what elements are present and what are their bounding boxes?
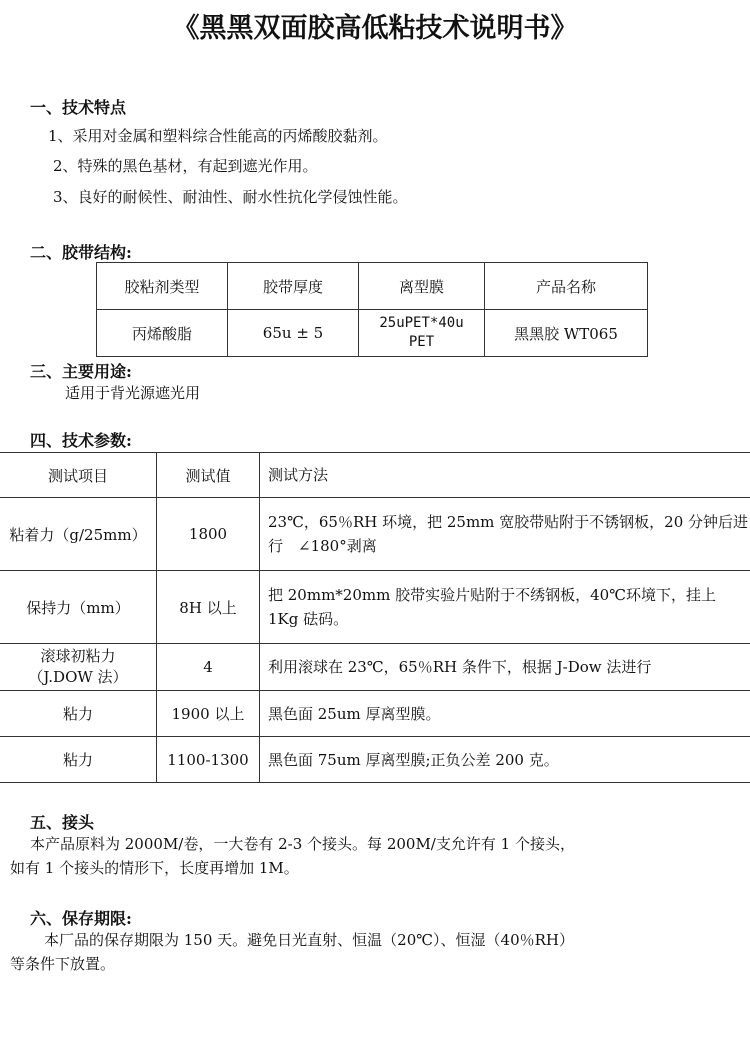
table-cell: 黑黑胶 WT065 — [485, 310, 648, 357]
table-cell: 8H 以上 — [157, 571, 260, 644]
table-row — [0, 644, 750, 691]
table-header-cell: 胶带厚度 — [228, 263, 359, 310]
table-header-row — [97, 263, 648, 310]
table-cell: 丙烯酸脂 — [97, 310, 228, 357]
table-row — [0, 691, 750, 737]
storage-text-line: 等条件下放置。 — [10, 955, 116, 973]
table-cell: 滚球初粘力 （J.DOW 法） — [0, 644, 157, 691]
section-5-heading: 五、接头 — [30, 813, 95, 832]
table-row — [0, 737, 750, 783]
table-header-cell: 测试值 — [157, 453, 260, 498]
section-1-heading: 一、技术特点 — [30, 98, 127, 117]
table-header-cell: 离型膜 — [359, 263, 485, 310]
page-title: 《黑黑双面胶高低粘技术说明书》 — [172, 13, 578, 44]
feature-item: 1、采用对金属和塑料综合性能高的丙烯酸胶黏剂。 — [48, 127, 388, 145]
table-cell: 把 20mm*20mm 胶带实验片贴附于不绣钢板，40℃环境下，挂上 1Kg 砝码。 — [260, 571, 750, 644]
section-3-heading: 三、主要用途: — [30, 362, 132, 381]
table-cell: 1800 — [157, 498, 260, 571]
joint-text-line: 本产品原料为 2000M/卷，一大卷有 2-3 个接头。每 200M/支允许有 1 个接头， — [30, 835, 575, 853]
table-cell: 4 — [157, 644, 260, 691]
table-cell: 黑色面 75um 厚离型膜;正负公差 200 克。 — [260, 737, 750, 783]
usage-text: 适用于背光源遮光用 — [65, 384, 201, 402]
table-cell: 25uPET*40u PET — [359, 310, 485, 357]
table-header-cell: 测试项目 — [0, 453, 157, 498]
section-2-heading: 二、胶带结构: — [30, 243, 132, 262]
table-cell: 利用滚球在 23℃，65％RH 条件下，根据 J-Dow 法进行 — [260, 644, 750, 691]
joint-text-line: 如有 1 个接头的情形下，长度再增加 1M。 — [10, 859, 299, 877]
table-row — [0, 571, 750, 644]
feature-item: 3、良好的耐候性、耐油性、耐水性抗化学侵蚀性能。 — [53, 188, 408, 206]
table-cell: 65u ± 5 — [228, 310, 359, 357]
table-cell: 保持力（mm） — [0, 571, 157, 644]
table-header-cell: 产品名称 — [485, 263, 648, 310]
table-cell: 1100-1300 — [157, 737, 260, 783]
section-6-heading: 六、保存期限: — [30, 909, 132, 928]
table-cell: 1900 以上 — [157, 691, 260, 737]
table-cell: 粘着力（g/25mm） — [0, 498, 157, 571]
table-cell: 粘力 — [0, 691, 157, 737]
table-cell: 黑色面 25um 厚离型膜。 — [260, 691, 750, 737]
parameter-table — [0, 452, 750, 783]
table-row — [0, 498, 750, 571]
table-header-cell: 测试方法 — [260, 453, 750, 498]
table-header-row — [0, 453, 750, 498]
feature-item: 2、特殊的黑色基材，有起到遮光作用。 — [53, 157, 318, 175]
storage-text-line: 本厂品的保存期限为 150 天。避免日光直射、恒温（20℃）、恒湿（40％RH） — [44, 931, 574, 949]
table-cell: 23℃，65％RH 环境，把 25mm 宽胶带贴附于不锈钢板，20 分钟后进行 ∠180°剥离 — [260, 498, 750, 571]
table-header-cell: 胶粘剂类型 — [97, 263, 228, 310]
table-cell: 粘力 — [0, 737, 157, 783]
structure-table — [96, 262, 648, 357]
section-4-heading: 四、技术参数: — [30, 431, 132, 450]
table-row — [97, 310, 648, 357]
